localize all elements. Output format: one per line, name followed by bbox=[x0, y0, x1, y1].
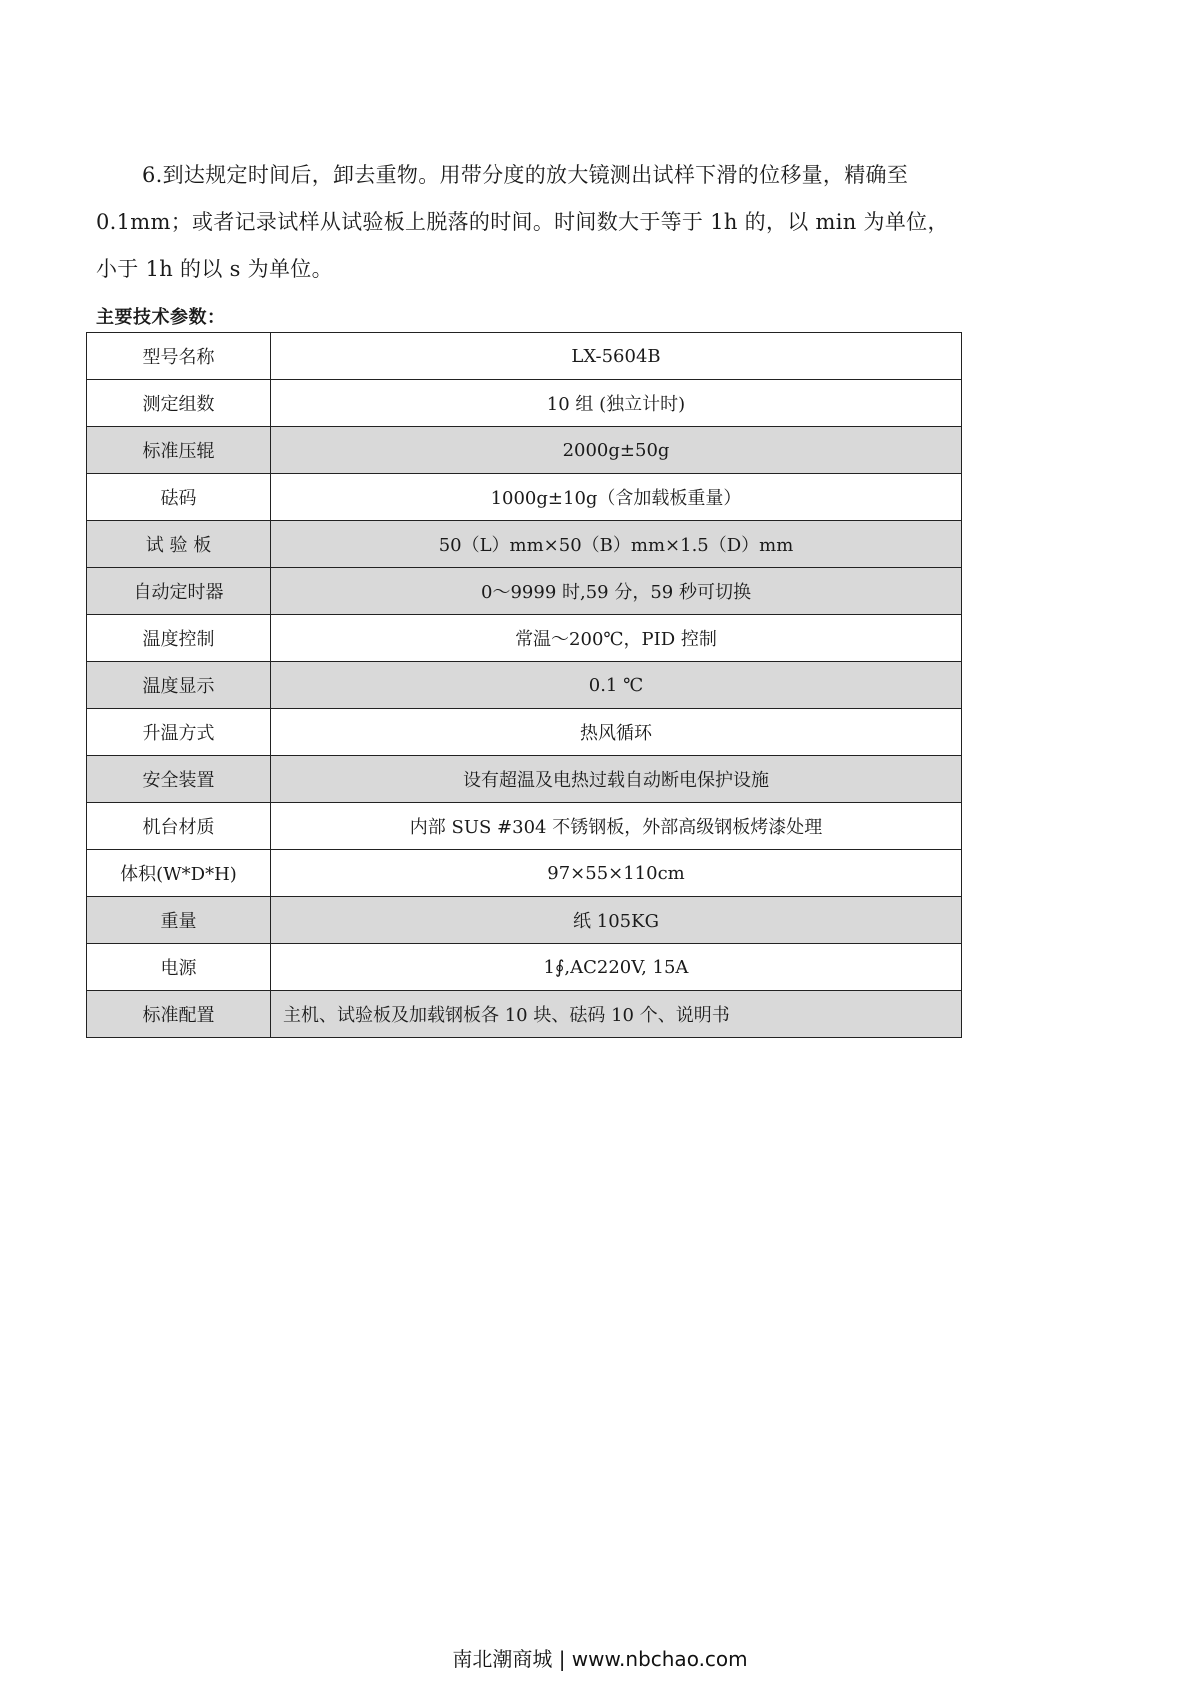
spec-row bbox=[87, 521, 962, 568]
spec-label: 温度控制 bbox=[87, 615, 271, 662]
spec-value: 1∮,AC220V, 15A bbox=[271, 944, 962, 991]
spec-value: 内部 SUS #304 不锈钢板，外部高级钢板烤漆处理 bbox=[271, 803, 962, 850]
spec-label: 标准配置 bbox=[87, 991, 271, 1038]
spec-value: 0.1 ℃ bbox=[271, 662, 962, 709]
spec-value: 97×55×110cm bbox=[271, 850, 962, 897]
spec-value: 热风循环 bbox=[271, 709, 962, 756]
spec-row bbox=[87, 897, 962, 944]
spec-label: 试 验 板 bbox=[87, 521, 271, 568]
spec-label: 升温方式 bbox=[87, 709, 271, 756]
paragraph-line-2: 0.1mm；或者记录试样从试验板上脱落的时间。时间数大于等于 1h 的，以 min 为单位， bbox=[96, 210, 949, 234]
spec-row bbox=[87, 474, 962, 521]
spec-row bbox=[87, 944, 962, 991]
spec-value: 50（L）mm×50（B）mm×1.5（D）mm bbox=[271, 521, 962, 568]
spec-label: 型号名称 bbox=[87, 333, 271, 380]
spec-row bbox=[87, 756, 962, 803]
spec-label: 砝码 bbox=[87, 474, 271, 521]
spec-value: 设有超温及电热过载自动断电保护设施 bbox=[271, 756, 962, 803]
spec-row bbox=[87, 803, 962, 850]
paragraph-line-1: 6.到达规定时间后，卸去重物。用带分度的放大镜测出试样下滑的位移量，精确至 bbox=[142, 163, 909, 187]
spec-label: 机台材质 bbox=[87, 803, 271, 850]
footer-watermark: 南北潮商城 | www.nbchao.com bbox=[452, 1647, 748, 1671]
paragraph-line-3: 小于 1h 的以 s 为单位。 bbox=[96, 257, 333, 281]
spec-label: 重量 bbox=[87, 897, 271, 944]
spec-label: 安全装置 bbox=[87, 756, 271, 803]
spec-value: 10 组 (独立计时) bbox=[271, 380, 962, 427]
section-title: 主要技术参数： bbox=[96, 307, 226, 328]
spec-label: 体积(W*D*H) bbox=[87, 850, 271, 897]
spec-label: 温度显示 bbox=[87, 662, 271, 709]
spec-row bbox=[87, 615, 962, 662]
spec-row bbox=[87, 709, 962, 756]
spec-label: 标准压辊 bbox=[87, 427, 271, 474]
spec-value: 纸 105KG bbox=[271, 897, 962, 944]
spec-table bbox=[86, 332, 962, 1038]
spec-label: 自动定时器 bbox=[87, 568, 271, 615]
spec-value: 常温～200℃，PID 控制 bbox=[271, 615, 962, 662]
spec-row bbox=[87, 380, 962, 427]
spec-label: 测定组数 bbox=[87, 380, 271, 427]
spec-value: 0～9999 时,59 分，59 秒可切换 bbox=[271, 568, 962, 615]
spec-row bbox=[87, 850, 962, 897]
spec-value: 2000g±50g bbox=[271, 427, 962, 474]
spec-value: 1000g±10g（含加载板重量） bbox=[271, 474, 962, 521]
spec-row bbox=[87, 568, 962, 615]
procedure-paragraph bbox=[96, 152, 1036, 293]
spec-label: 电源 bbox=[87, 944, 271, 991]
spec-value: 主机、试验板及加载钢板各 10 块、砝码 10 个、说明书 bbox=[271, 991, 962, 1038]
spec-row bbox=[87, 991, 962, 1038]
spec-row bbox=[87, 427, 962, 474]
spec-row bbox=[87, 333, 962, 380]
spec-value: LX-5604B bbox=[271, 333, 962, 380]
spec-row bbox=[87, 662, 962, 709]
